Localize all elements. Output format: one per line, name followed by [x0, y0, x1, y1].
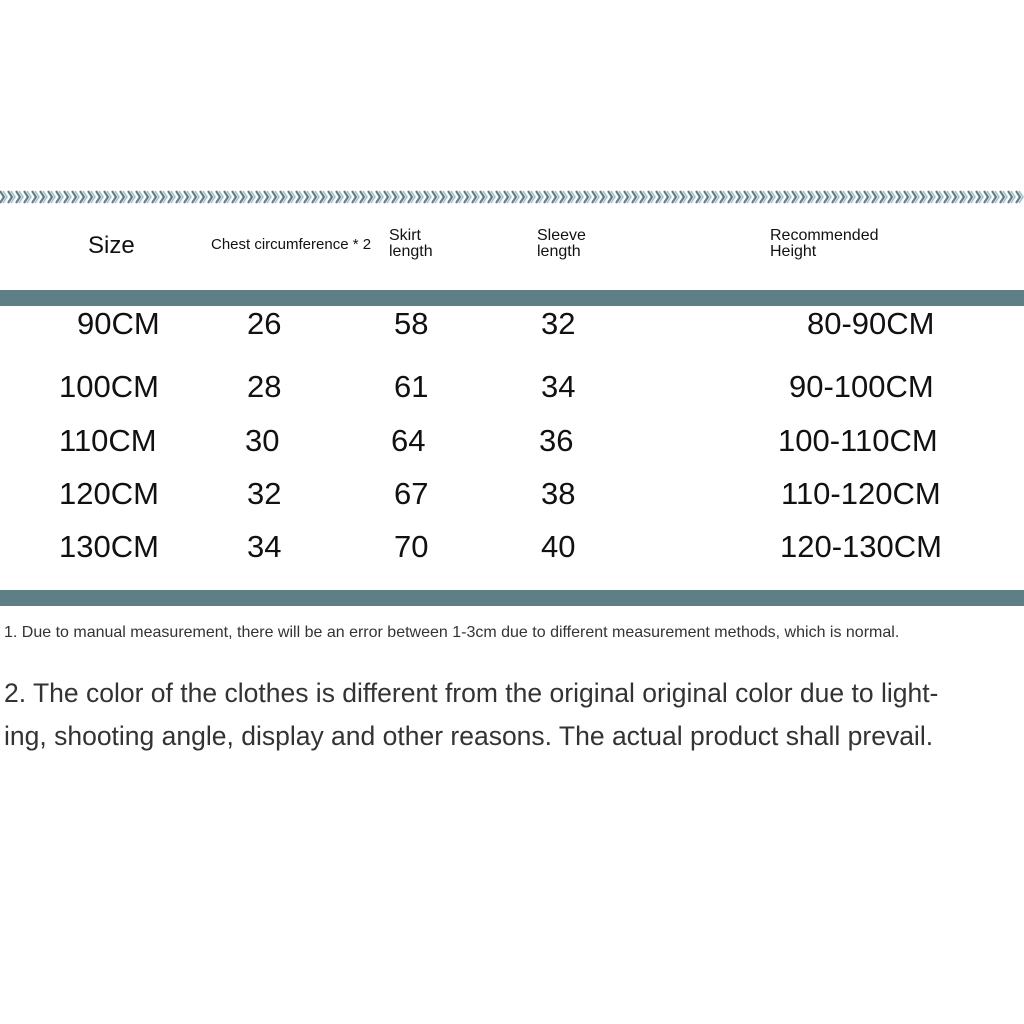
- header-height-line2: Height: [770, 243, 817, 260]
- cell-chest: 34: [247, 529, 282, 564]
- note-color-line2: ing, shooting angle, display and other reasons. The actual product shall prevail.: [4, 721, 934, 751]
- cell-size: 130CM: [59, 529, 159, 564]
- header-size: Size: [88, 232, 135, 259]
- note-color-line1: 2. The color of the clothes is different from the original original color due to light-: [4, 678, 939, 708]
- cell-height: 110-120CM: [781, 476, 941, 511]
- cell-sleeve: 38: [541, 476, 576, 511]
- cell-height: 90-100CM: [789, 369, 934, 404]
- cell-sleeve: 32: [541, 306, 576, 341]
- cell-size: 110CM: [59, 423, 157, 458]
- zigzag-pattern: [0, 187, 1024, 207]
- cell-skirt: 64: [391, 423, 426, 458]
- header-recommended-height: [770, 228, 910, 260]
- cell-chest: 26: [247, 306, 282, 341]
- cell-size: 90CM: [77, 306, 160, 341]
- cell-sleeve: 34: [541, 369, 576, 404]
- note-measurement-error: 1. Due to manual measurement, there will be an error between 1-3cm due to different measurement methods, which is normal.: [4, 624, 900, 641]
- decorative-zigzag-border: [0, 187, 1024, 207]
- header-height-line1: Recommended: [770, 227, 879, 244]
- header-sleeve-line1: Sleeve: [537, 227, 586, 244]
- table-header-divider: [0, 290, 1024, 306]
- header-sleeve-length: [537, 228, 607, 260]
- cell-skirt: 58: [394, 306, 429, 341]
- cell-height: 80-90CM: [807, 306, 935, 341]
- cell-chest: 28: [247, 369, 282, 404]
- header-skirt-length: [389, 228, 449, 260]
- cell-height: 120-130CM: [780, 529, 942, 564]
- cell-skirt: 70: [394, 529, 429, 564]
- cell-chest: 32: [247, 476, 282, 511]
- cell-sleeve: 36: [539, 423, 574, 458]
- cell-height: 100-110CM: [778, 423, 938, 458]
- table-bottom-divider: [0, 590, 1024, 606]
- note-color-difference: [4, 672, 1014, 758]
- cell-size: 100CM: [59, 369, 159, 404]
- header-skirt-line1: Skirt: [389, 227, 421, 244]
- header-sleeve-line2: length: [537, 243, 581, 260]
- cell-skirt: 67: [394, 476, 429, 511]
- cell-sleeve: 40: [541, 529, 576, 564]
- cell-skirt: 61: [394, 369, 429, 404]
- header-chest-circumference: Chest circumference * 2: [211, 236, 372, 253]
- cell-size: 120CM: [59, 476, 159, 511]
- header-skirt-line2: length: [389, 243, 433, 260]
- cell-chest: 30: [245, 423, 280, 458]
